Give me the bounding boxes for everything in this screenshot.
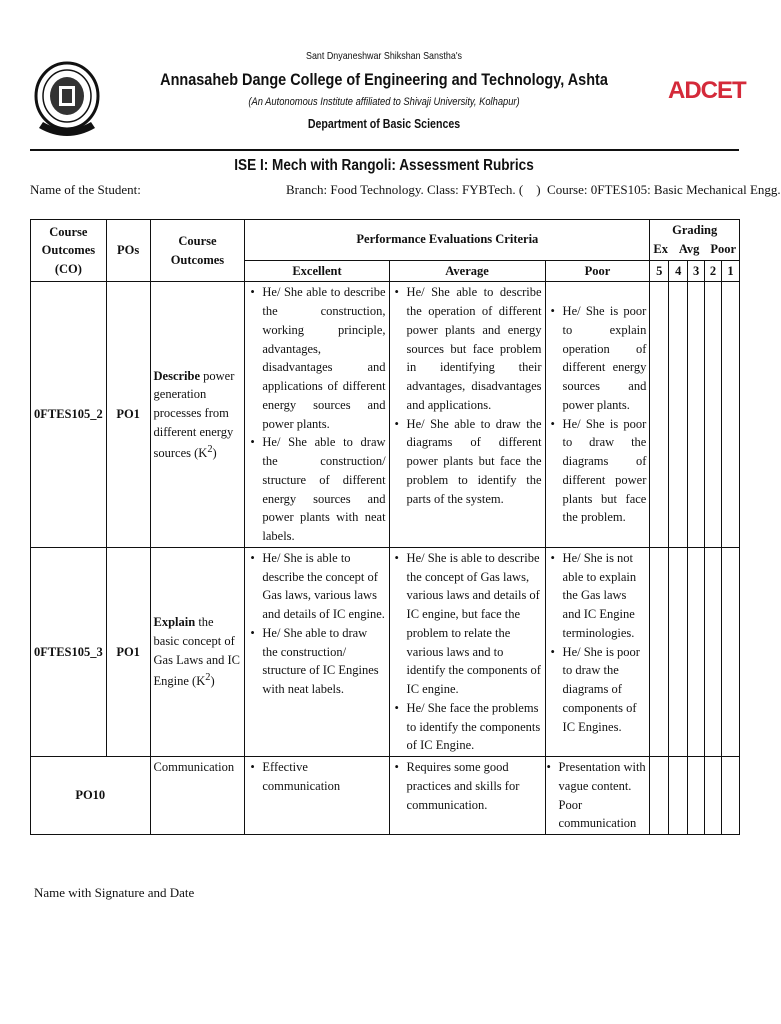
grade-cell[interactable] — [688, 757, 705, 835]
header-criteria: Performance Evaluations Criteria — [245, 220, 650, 261]
grade-cell[interactable] — [669, 282, 688, 548]
grade-cell[interactable] — [705, 282, 722, 548]
co-code: 0FTES105_2 — [31, 282, 107, 548]
grade-cell[interactable] — [688, 547, 705, 756]
header-rule — [30, 149, 739, 151]
letterhead — [0, 0, 768, 150]
grade-avg: Avg — [678, 241, 700, 256]
header-grading — [650, 220, 740, 261]
po10-outcome: Communication — [150, 757, 245, 835]
header-excellent: Excellent — [245, 260, 389, 282]
header-average: Average — [389, 260, 545, 282]
po-code: PO1 — [106, 282, 150, 548]
grade-2: 2 — [705, 260, 722, 282]
po10-excellent — [245, 757, 389, 835]
grading-title: Grading — [672, 223, 718, 237]
adcet-logo-icon — [668, 74, 746, 104]
grade-cell[interactable] — [650, 547, 669, 756]
signature-label: Name with Signature and Date — [34, 885, 195, 900]
header-pos: POs — [106, 220, 150, 282]
excellent-cell — [245, 547, 389, 756]
poor-cell — [545, 547, 650, 756]
grade-1: 1 — [721, 260, 739, 282]
list-item: • He/ She is poor to draw the diagrams of components of IC Engines. — [563, 643, 647, 737]
outcome-rest: power generation processes from different energy sources (K — [153, 368, 235, 460]
course-outcome-text — [150, 282, 245, 548]
grade-poor: Poor — [710, 241, 736, 256]
grade-cell[interactable] — [705, 547, 722, 756]
list-item: • Effective communication — [262, 758, 385, 796]
outcome-end: ) — [212, 445, 217, 460]
outcome-end: ) — [210, 673, 215, 688]
list-item: • He/ She is poor to explain operation of different energy sources and power plants. — [563, 302, 647, 415]
outcome-verb: Describe — [153, 368, 201, 383]
average-cell — [389, 282, 545, 548]
list-item: • He/ She able to draw the construction/ structure of IC Engines with neat labels. — [262, 624, 385, 699]
header-poor: Poor — [545, 260, 650, 282]
grade-cell[interactable] — [721, 547, 739, 756]
po10-code: PO10 — [31, 757, 151, 835]
co-code: 0FTES105_3 — [31, 547, 107, 756]
header-course-outcomes: Course Outcomes — [150, 220, 245, 282]
grade-cell[interactable] — [721, 757, 739, 835]
grade-cell[interactable] — [669, 757, 688, 835]
table-row — [31, 547, 740, 756]
poor-cell — [545, 282, 650, 548]
grade-cell[interactable] — [650, 282, 669, 548]
po10-poor — [545, 757, 650, 835]
list-item: • He/ She is poor to draw the diagrams of different power plants but face the problem. — [563, 415, 647, 528]
excellent-cell — [245, 282, 389, 548]
list-item: • He/ She able to describe the construction, working principle, advantages, disadvantages and applications of different energy sources and power plants. — [262, 283, 385, 433]
grade-4: 4 — [669, 260, 688, 282]
outcome-sup: 2 — [207, 443, 213, 455]
grade-cell[interactable] — [705, 757, 722, 835]
list-item: • Presentation with vague content. Poor communication — [559, 758, 647, 833]
grade-ex: Ex — [653, 241, 668, 256]
list-item: • He/ She is able to describe the concept of Gas laws, various laws and details of IC engine, but face the problem to relate the various laws and to identify the components of IC engine. — [407, 549, 542, 699]
adcet-logo — [668, 74, 746, 111]
list-item: • He/ She able to draw the diagrams of different power plants but face the problem to identify the parts of the system. — [407, 415, 542, 509]
list-item: • He/ She face the problems to identify the components of IC Engine. — [407, 699, 542, 755]
grading-scale — [653, 240, 736, 259]
affiliation: (An Autonomous Institute affiliated to Shivaji University, Kolhapur) — [248, 96, 520, 108]
table-row — [31, 282, 740, 548]
list-item: • He/ She is not able to explain the Gas laws and IC Engine terminologies. — [563, 549, 647, 643]
college-name: Annasaheb Dange College of Engineering and Technology, Ashta — [160, 70, 608, 89]
outcome-sup: 2 — [205, 671, 211, 683]
course-outcome-text — [150, 547, 245, 756]
grade-5: 5 — [650, 260, 669, 282]
grade-cell[interactable] — [650, 757, 669, 835]
header-course-outcomes-co: Course Outcomes (CO) — [31, 220, 107, 282]
student-name-label: Name of the Student: — [30, 182, 141, 197]
po10-average — [389, 757, 545, 835]
rubric-table — [30, 219, 740, 835]
department-name: Department of Basic Sciences — [307, 117, 461, 131]
grade-cell[interactable] — [669, 547, 688, 756]
list-item: • He/ She able to describe the operation of different power plants and energy sources but face problem in identifying their advantages, disadvantages and applications. — [407, 283, 542, 414]
table-row — [31, 757, 740, 835]
po-code: PO1 — [106, 547, 150, 756]
branch-course-line: Branch: Food Technology. Class: FYBTech. ( ) Course: 0FTES105: Basic Mechanical Engg. — [286, 182, 781, 197]
outcome-rest: the basic concept of Gas Laws and IC Engine (K — [153, 615, 240, 688]
grade-3: 3 — [688, 260, 705, 282]
list-item: • He/ She is able to describe the concept of Gas laws, various laws and details of IC engine. — [262, 549, 385, 624]
outcome-verb: Explain — [153, 615, 196, 630]
average-cell — [389, 547, 545, 756]
list-item: • Requires some good practices and skills for communication. — [407, 758, 542, 814]
list-item: • He/ She able to draw the construction/ structure of different energy sources and power plants with neat labels. — [262, 433, 385, 546]
svg-text:ADCET: ADCET — [668, 77, 746, 104]
grade-cell[interactable] — [721, 282, 739, 548]
grade-cell[interactable] — [688, 282, 705, 548]
document-title: ISE I: Mech with Rangoli: Assessment Rubrics — [234, 157, 534, 174]
society-name: Sant Dnyaneshwar Shikshan Sanstha's — [305, 50, 463, 62]
